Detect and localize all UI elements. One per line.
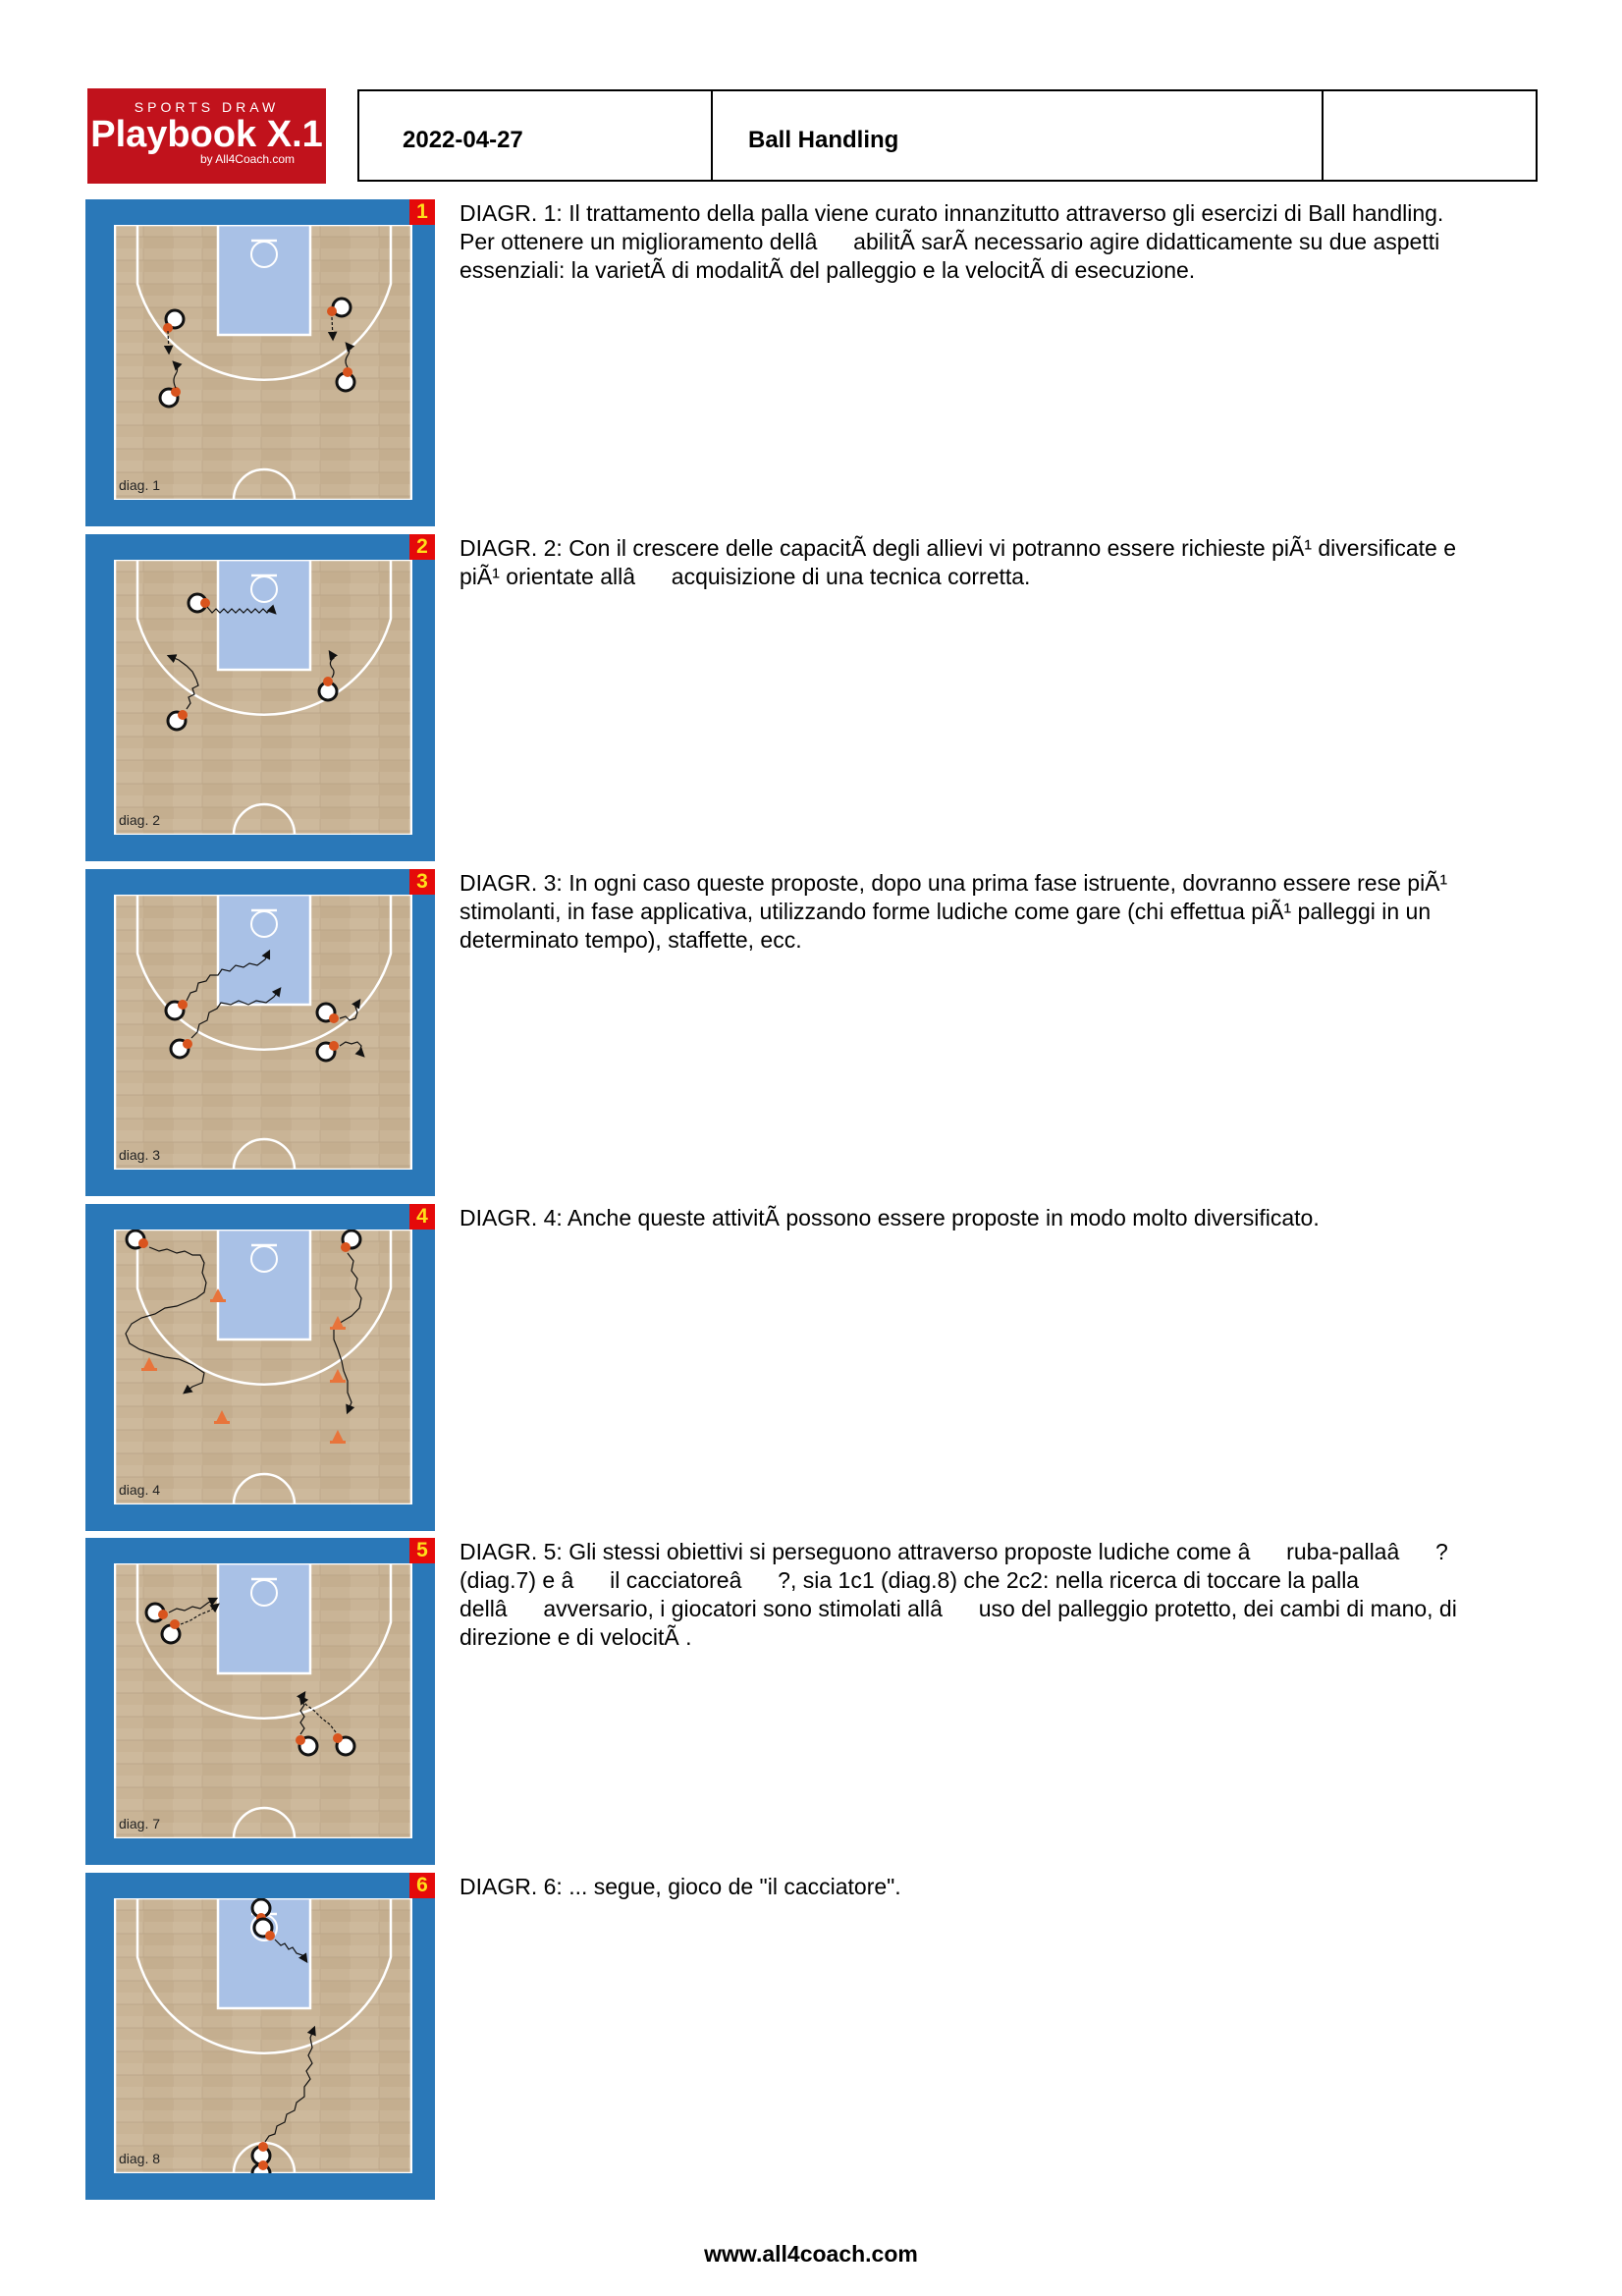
playbook-logo: [87, 88, 326, 184]
court: [114, 560, 412, 835]
diagram-3: [85, 869, 435, 1196]
diagram-5: [85, 1538, 435, 1865]
diagram-label: diag. 3: [119, 1147, 161, 1163]
diagram-2: [85, 534, 435, 861]
diagram-4-description: DIAGR. 4: Anche queste attivitÃ possono essere proposte in modo molto diversificato.: [460, 1205, 1320, 1230]
diagram-1-description: DIAGR. 1: Il trattamento della palla viene curato innanzitutto attraverso gli esercizi di Ball handling. Per ottenere un miglioramento dellâabilitÃ sarÃ necessario agire didatticamente su due aspetti essenziali: la varietÃ di modalitÃ del palleggio e la velocitÃ di esecuzione.: [460, 200, 1444, 283]
header-date-box: [357, 89, 713, 182]
header-extra-box: [1322, 89, 1538, 182]
diagram-label: diag. 7: [119, 1816, 161, 1831]
diagram-number-badge: 2: [409, 534, 435, 560]
court: [114, 1230, 412, 1504]
logo-top-text: SPORTS DRAW: [134, 99, 280, 115]
logo-main-text: Playbook X.1: [90, 114, 323, 155]
diagram-label: diag. 2: [119, 812, 161, 828]
court: [114, 1563, 412, 1838]
diagram-1: [85, 199, 435, 526]
header-title-box: [711, 89, 1324, 182]
court: [114, 225, 412, 500]
header-date: 2022-04-27: [403, 127, 523, 153]
logo-by-text: by All4Coach.com: [199, 152, 295, 166]
diagram-6-description: DIAGR. 6: ... segue, gioco de "il cacciatore".: [460, 1874, 901, 1899]
diagram-label: diag. 1: [119, 477, 161, 493]
diagram-2-description: DIAGR. 2: Con il crescere delle capacitÃ degli allievi vi potranno essere richieste piÃ¹ diversificate e piÃ¹ orientate allâacquisizione di una tecnica corretta.: [460, 535, 1457, 589]
diagram-4: [85, 1204, 435, 1531]
diagram-number-badge: 1: [409, 199, 435, 225]
header-title: Ball Handling: [748, 127, 899, 153]
diagram-number-badge: 3: [409, 869, 435, 895]
diagram-5-description: DIAGR. 5: Gli stessi obiettivi si perseguono attraverso proposte ludiche come âruba-pallaâ? (diag.7) e âil cacciatoreâ?, sia 1c1 (diag.8) che 2c2: nella ricerca di toccare la palla dellâavversario, i giocatori sono stimolati allâuso del palleggio protetto, dei cambi di mano, di direzione e di velocitÃ .: [460, 1539, 1457, 1650]
diagram-number-badge: 6: [409, 1873, 435, 1898]
diagram-number-badge: 4: [409, 1204, 435, 1230]
diagram-label: diag. 8: [119, 2151, 161, 2166]
diagram-6: [85, 1873, 435, 2200]
player-icon: [168, 710, 188, 730]
diagram-label: diag. 4: [119, 1482, 161, 1498]
court: [114, 895, 412, 1170]
diagram-number-badge: 5: [409, 1538, 435, 1563]
court: [114, 1898, 412, 2173]
footer-url[interactable]: www.all4coach.com: [704, 2241, 918, 2267]
diagram-3-description: DIAGR. 3: In ogni caso queste proposte, dopo una prima fase istruente, dovranno essere rese piÃ¹ stimolanti, in fase applicativa, utilizzando forme ludiche come gare (chi effettua piÃ¹ palleggi in un determinato tempo), staffette, ecc.: [460, 870, 1448, 953]
